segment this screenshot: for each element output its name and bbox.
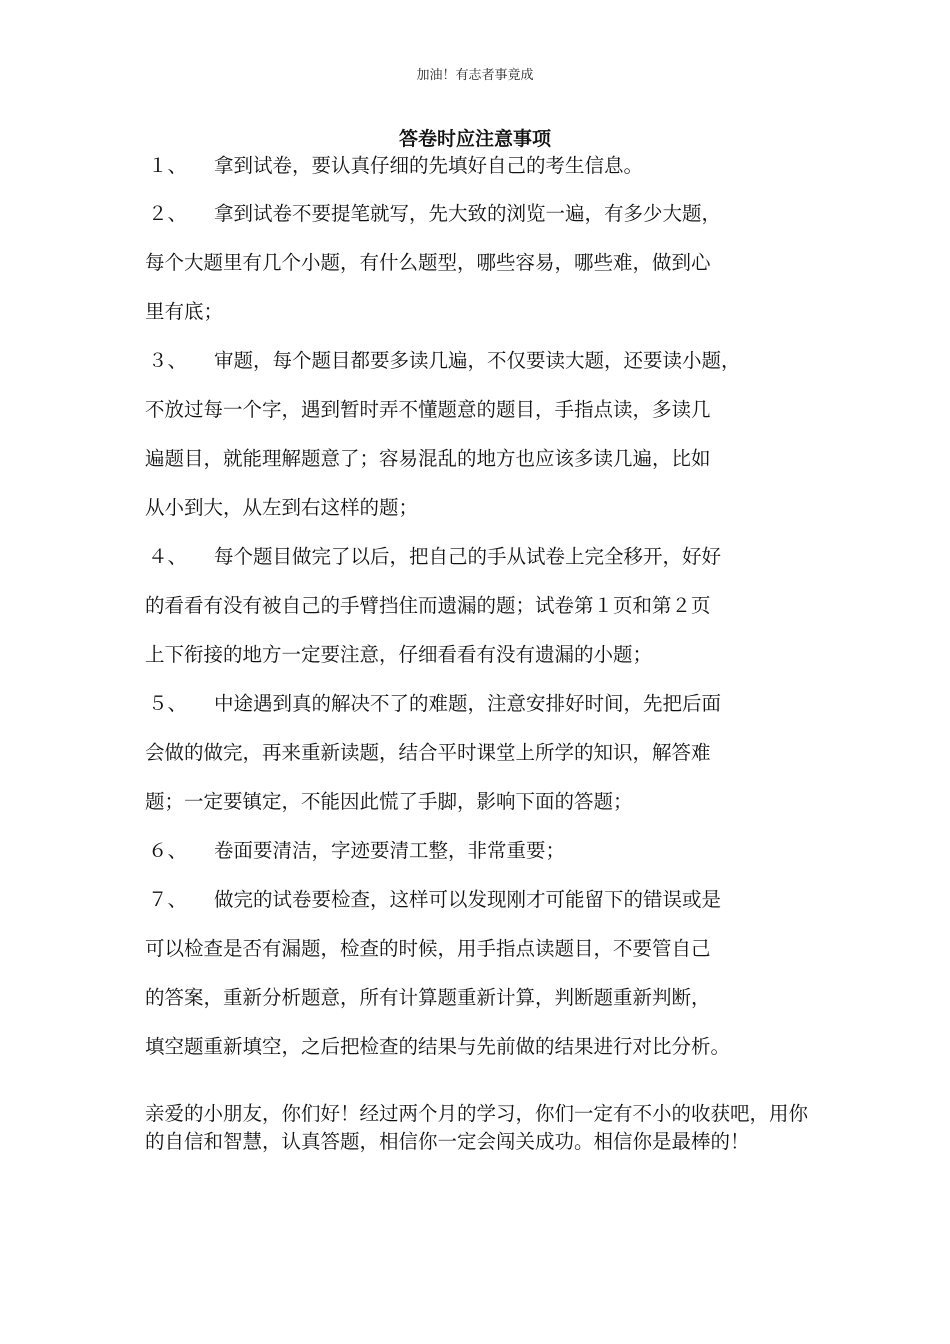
item-text: 每个题目做完了以后，把自己的手从试卷上完全移开，好好	[214, 545, 722, 568]
list-item-continuation	[145, 1031, 730, 1059]
item-text: 题；一定要镇定，不能因此慌了手脚，影响下面的答题；	[145, 790, 633, 813]
item-text: 拿到试卷不要提笔就写，先大致的浏览一遍，有多少大题，	[214, 202, 722, 225]
list-item	[145, 835, 565, 863]
item-number: ７、	[148, 888, 188, 911]
list-item-continuation	[145, 394, 711, 422]
item-text: 审题，每个题目都要多读几遍，不仅要读大题，还要读小题，	[214, 349, 741, 372]
list-item	[145, 150, 643, 178]
item-text: 做完的试卷要检查，这样可以发现刚才可能留下的错误或是	[214, 888, 722, 911]
list-item-continuation	[145, 296, 223, 324]
item-text: 上下衔接的地方一定要注意，仔细看看有没有遗漏的小题；	[145, 643, 653, 666]
item-text: 可以检查是否有漏题，检查的时候，用手指点读题目，不要管自己	[145, 937, 711, 960]
item-text: 每个大题里有几个小题，有什么题型，哪些容易，哪些难，做到心	[145, 251, 711, 274]
item-text: 卷面要清洁，字迹要清工整，非常重要；	[214, 839, 566, 862]
list-item-continuation	[145, 982, 711, 1010]
item-text: 不放过每一个字，遇到暂时弄不懂题意的题目，手指点读，多读几	[145, 398, 711, 421]
list-item-continuation	[145, 247, 711, 275]
item-text: 会做的做完，再来重新读题，结合平时课堂上所学的知识，解答难	[145, 741, 711, 764]
list-item	[145, 884, 721, 912]
list-item	[145, 541, 721, 569]
list-item-continuation	[145, 639, 652, 667]
page-title: 答卷时应注意事项	[398, 128, 551, 150]
closing-message: 亲爱的小朋友，你们好！经过两个月的学习，你们一定有不小的收获吧，用你的自信和智慧，认真答题，相信你一定会闯关成功。相信你是最棒的！	[145, 1102, 809, 1153]
list-item	[145, 198, 721, 226]
list-item-continuation	[145, 933, 711, 961]
item-text: 的答案，重新分析题意，所有计算题重新计算，判断题重新判断，	[145, 986, 711, 1009]
item-text: 的看看有没有被自己的手臂挡住而遗漏的题；试卷第１页和第２页	[145, 594, 711, 617]
item-text: 填空题重新填空，之后把检查的结果与先前做的结果进行对比分析。	[145, 1035, 731, 1058]
item-number: １、	[148, 154, 188, 177]
item-text: 遍题目，就能理解题意了；容易混乱的地方也应该多读几遍，比如	[145, 447, 711, 470]
item-number: ６、	[148, 839, 188, 862]
page-header: 加油！有志者事竟成	[416, 68, 534, 83]
item-number: ４、	[148, 545, 188, 568]
item-number: ５、	[148, 692, 188, 715]
item-text: 中途遇到真的解决不了的难题，注意安排好时间，先把后面	[214, 692, 722, 715]
item-number: ２、	[148, 202, 188, 225]
item-text: 里有底；	[145, 300, 224, 323]
list-item-continuation	[145, 443, 711, 471]
list-item-continuation	[145, 492, 418, 520]
list-item-continuation	[145, 590, 711, 618]
item-text: 从小到大，从左到右这样的题；	[145, 496, 419, 519]
list-item	[145, 345, 741, 373]
list-item-continuation	[145, 737, 711, 765]
list-item	[145, 688, 721, 716]
item-number: ３、	[148, 349, 188, 372]
item-text: 拿到试卷，要认真仔细的先填好自己的考生信息。	[214, 154, 644, 177]
list-item-continuation	[145, 786, 633, 814]
